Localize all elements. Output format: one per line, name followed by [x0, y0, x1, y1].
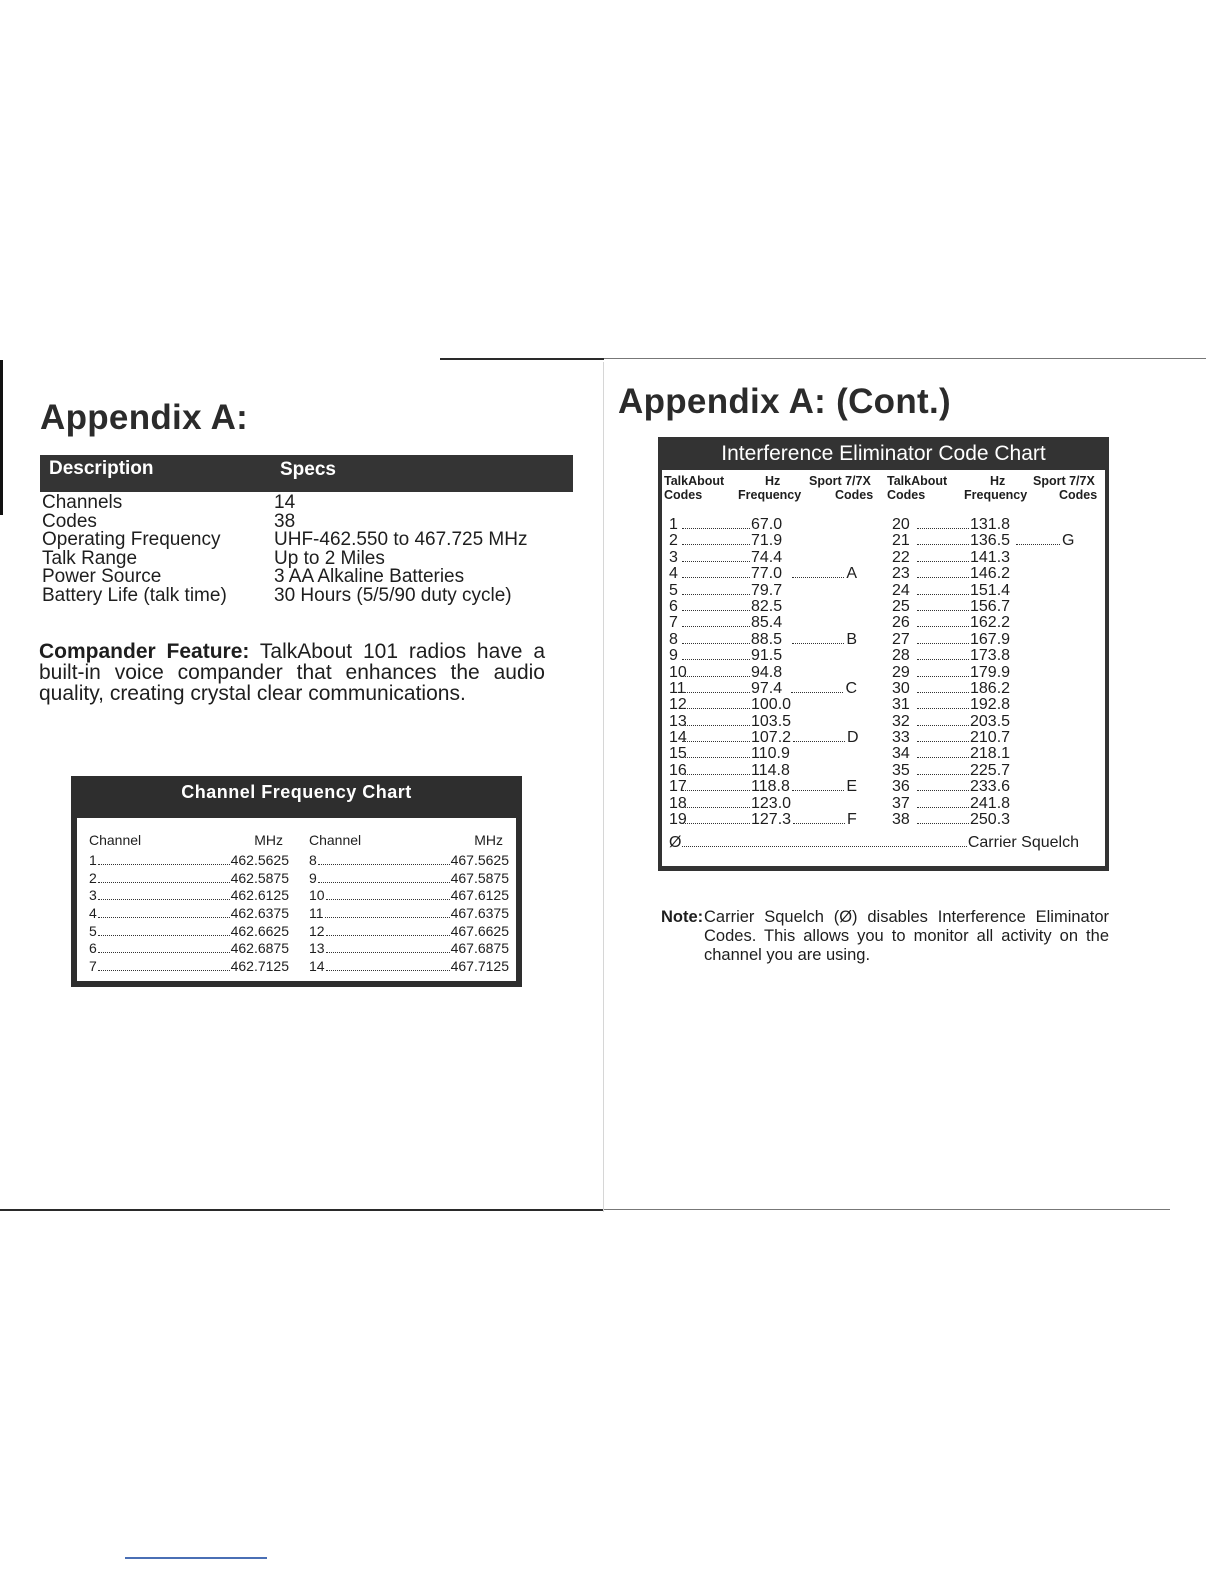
channel-mhz: 462.6625 [230, 922, 289, 939]
spec-value: 14 [274, 492, 296, 513]
dot-leader [98, 899, 230, 900]
spec-row [42, 494, 582, 513]
dot-leader [917, 577, 969, 578]
dot-leader [682, 741, 750, 742]
code-row [669, 599, 857, 615]
code-row [669, 583, 857, 599]
dot-leader [682, 725, 750, 726]
code-number: 11 [669, 679, 686, 697]
dot-leader [917, 610, 969, 611]
code-row [669, 550, 857, 566]
channel-chart-body [77, 818, 516, 981]
code-row [892, 746, 1076, 762]
code-number: 24 [892, 581, 910, 599]
page-title-right: Appendix A: (Cont.) [618, 382, 951, 421]
channel-row [89, 870, 289, 888]
channel-row [309, 852, 509, 870]
channel-row [89, 905, 289, 923]
channel-number: 10 [309, 887, 325, 904]
code-number: 38 [892, 811, 910, 829]
dot-leader [682, 659, 750, 660]
dot-leader [917, 626, 969, 627]
code-row [669, 681, 857, 697]
dot-leader [792, 790, 844, 791]
header-channel: Channel [309, 832, 362, 848]
header-hz-1: Hz [765, 474, 781, 488]
code-number: 13 [669, 712, 687, 730]
code-frequency: 203.5 [970, 712, 1011, 730]
header-talkabout-2: Codes [664, 488, 703, 502]
dot-leader [682, 757, 750, 758]
header-mhz: MHz [474, 832, 503, 848]
code-row [669, 779, 857, 795]
code-row [892, 763, 1076, 779]
channel-chart-title: Channel Frequency Chart [181, 782, 412, 802]
code-row [892, 796, 1076, 812]
compander-label: Compander Feature: [39, 640, 250, 663]
code-row [892, 648, 1076, 664]
header-sport-2: Codes [1059, 488, 1098, 502]
sport-code: C [845, 679, 857, 697]
code-frequency: 88.5 [750, 630, 782, 648]
channel-column [309, 832, 509, 976]
header-hz-2: Frequency [964, 488, 1028, 502]
dot-leader [917, 807, 969, 808]
code-frequency: 103.5 [751, 712, 792, 730]
dot-leader [917, 594, 969, 595]
code-row [669, 615, 857, 631]
code-frequency: 118.8 [751, 778, 790, 796]
squelch-symbol: Ø [669, 834, 682, 851]
code-row [669, 517, 857, 533]
code-row [669, 730, 857, 746]
channel-number: 3 [89, 887, 97, 904]
code-row [892, 517, 1076, 533]
dot-leader [917, 544, 969, 545]
page-separator [603, 362, 604, 1212]
code-number: 32 [892, 712, 910, 730]
code-row [892, 681, 1076, 697]
code-number: 30 [892, 679, 910, 697]
code-number: 7 [669, 614, 678, 632]
channel-frequency-chart [71, 776, 522, 987]
code-row [669, 632, 857, 648]
header-sport-1: Sport 7/7X [1033, 474, 1095, 488]
channel-number: 2 [89, 869, 97, 886]
code-row [892, 550, 1076, 566]
spec-value: 30 Hours (5/5/90 duty cycle) [274, 584, 512, 606]
dot-leader [917, 790, 969, 791]
code-number: 15 [669, 745, 687, 763]
dot-leader [682, 594, 750, 595]
code-frequency: 79.7 [751, 581, 783, 599]
channel-mhz: 462.7125 [230, 958, 289, 975]
dot-leader [98, 917, 230, 918]
code-frequency: 225.7 [970, 761, 1011, 779]
code-row [892, 714, 1076, 730]
code-number: 1 [669, 516, 678, 533]
code-chart-header-left [664, 474, 882, 504]
channel-number: 6 [89, 940, 97, 957]
code-number: 22 [892, 548, 910, 566]
dot-leader [682, 561, 750, 562]
code-number: 10 [669, 663, 687, 681]
dot-leader [917, 757, 969, 758]
header-sport-2: Codes [835, 488, 874, 502]
channel-number: 9 [309, 869, 317, 886]
spec-row [42, 531, 582, 550]
code-frequency: 94.8 [751, 663, 783, 681]
code-row [892, 615, 1076, 631]
code-frequency: 110.9 [751, 745, 790, 763]
channel-number: 14 [309, 958, 325, 975]
code-row [669, 566, 857, 582]
dot-leader [682, 790, 750, 791]
dot-leader [318, 864, 450, 865]
dot-leader [326, 952, 450, 953]
channel-row [89, 923, 289, 941]
dot-leader [917, 692, 969, 693]
code-frequency: 167.9 [970, 630, 1011, 648]
code-column-right [892, 517, 1076, 828]
code-frequency: 131.8 [970, 516, 1011, 533]
code-row [669, 746, 857, 762]
channel-number: 4 [89, 905, 97, 922]
header-talkabout-2: Codes [887, 488, 926, 502]
channel-row [89, 887, 289, 905]
bottom-edge-line-right [604, 1209, 1170, 1210]
dot-leader [793, 741, 845, 742]
code-number: 37 [892, 794, 910, 812]
channel-row [309, 940, 509, 958]
dot-leader [917, 659, 969, 660]
code-frequency: 67.0 [751, 516, 783, 533]
dot-leader [793, 823, 845, 824]
dot-leader [682, 774, 750, 775]
sport-code: D [847, 729, 859, 747]
header-sport-1: Sport 7/7X [809, 474, 871, 488]
note-label: Note: [661, 908, 704, 926]
code-row [669, 714, 857, 730]
dot-leader [682, 846, 966, 847]
code-column-left [669, 517, 857, 828]
code-chart-title: Interference Eliminator Code Chart [721, 442, 1046, 465]
code-number: 9 [669, 647, 678, 665]
note-text: Carrier Squelch (Ø) disables Interference Eliminator Codes. This allows you to monitor all activity on the channel you are using. [704, 908, 1109, 964]
note-paragraph [661, 908, 1109, 965]
channel-column-header [89, 832, 289, 852]
sport-code: E [846, 778, 857, 796]
dot-leader [917, 528, 969, 529]
channel-mhz: 467.5625 [450, 852, 509, 868]
channel-column-header [309, 832, 509, 852]
code-frequency: 141.3 [970, 548, 1011, 566]
sport-code: G [1062, 532, 1075, 550]
code-number: 26 [892, 614, 910, 632]
channel-number: 8 [309, 852, 317, 868]
code-row [669, 648, 857, 664]
spec-value: 3 AA Alkaline Batteries [274, 566, 465, 588]
channel-row [89, 852, 289, 870]
spec-value: Up to 2 Miles [274, 547, 385, 569]
dot-leader [326, 899, 450, 900]
dot-leader [682, 643, 750, 644]
channel-mhz: 467.5875 [450, 869, 509, 886]
dot-leader [682, 823, 750, 824]
code-number: 3 [669, 548, 678, 566]
code-chart-body [662, 470, 1105, 866]
spec-value: UHF-462.550 to 467.725 MHz [274, 529, 528, 551]
spec-description: Talk Range [42, 547, 138, 569]
code-row [892, 533, 1076, 549]
spec-row [42, 584, 582, 606]
code-row [892, 566, 1076, 582]
code-number: 35 [892, 761, 910, 779]
channel-number: 13 [309, 940, 325, 957]
top-edge-line-right [604, 358, 1206, 359]
channel-mhz: 467.6625 [450, 922, 509, 939]
channel-row [309, 905, 509, 923]
code-frequency: 250.3 [970, 811, 1011, 829]
channel-mhz: 467.6125 [450, 887, 509, 904]
dot-leader [917, 774, 969, 775]
sport-code: A [846, 565, 857, 583]
code-number: 5 [669, 581, 678, 599]
spec-header-specs: Specs [280, 459, 336, 480]
dot-leader [98, 952, 230, 953]
code-number: 29 [892, 663, 910, 681]
code-frequency: 136.5 [970, 532, 1011, 550]
compander-paragraph [39, 641, 545, 704]
code-number: 23 [892, 565, 910, 583]
spec-description: Channels [42, 492, 123, 513]
channel-mhz: 467.6875 [450, 940, 509, 957]
code-number: 12 [669, 696, 687, 714]
channel-mhz: 462.6875 [230, 940, 289, 957]
bottom-mark-line [125, 1557, 267, 1559]
left-edge-bar [0, 360, 3, 515]
code-row [669, 665, 857, 681]
header-hz-2: Frequency [738, 488, 802, 502]
code-number: 16 [669, 761, 687, 779]
spec-description: Battery Life (talk time) [42, 584, 227, 606]
channel-mhz: 467.7125 [450, 958, 509, 975]
dot-leader [682, 544, 750, 545]
header-talkabout-1: TalkAbout [664, 474, 725, 488]
channel-row [309, 887, 509, 905]
code-row [892, 632, 1076, 648]
dot-leader [792, 577, 844, 578]
code-frequency: 156.7 [970, 597, 1011, 615]
bottom-edge-line-left [0, 1209, 603, 1211]
code-number: 28 [892, 647, 910, 665]
code-number: 27 [892, 630, 910, 648]
spec-value: 38 [274, 510, 296, 532]
channel-mhz: 462.6125 [230, 887, 289, 904]
code-frequency: 186.2 [970, 679, 1011, 697]
code-row [892, 583, 1076, 599]
channel-mhz: 462.5875 [230, 869, 289, 886]
code-row [892, 665, 1076, 681]
dot-leader [682, 610, 750, 611]
code-frequency: 97.4 [751, 679, 783, 697]
dot-leader [682, 528, 750, 529]
code-frequency: 91.5 [751, 647, 783, 665]
code-number: 14 [669, 729, 687, 747]
code-frequency: 179.9 [970, 663, 1011, 681]
code-row [892, 812, 1076, 828]
squelch-label: Carrier Squelch [967, 834, 1079, 851]
dot-leader [318, 882, 450, 883]
spec-description: Power Source [42, 566, 162, 588]
code-frequency: 151.4 [970, 581, 1011, 599]
code-number: 4 [669, 565, 678, 583]
code-row [669, 697, 857, 713]
dot-leader [682, 676, 750, 677]
code-frequency: 77.0 [750, 565, 782, 583]
spec-table-body [42, 494, 582, 606]
code-frequency: 192.8 [970, 696, 1011, 714]
channel-mhz: 462.6375 [230, 905, 289, 922]
page-title-left: Appendix A: [40, 398, 249, 437]
dot-leader [326, 970, 450, 971]
channel-column [89, 832, 289, 976]
code-number: 33 [892, 729, 910, 747]
dot-leader [682, 577, 750, 578]
channel-row [309, 923, 509, 941]
dot-leader [917, 561, 969, 562]
interference-code-chart [658, 437, 1109, 871]
dot-leader [792, 643, 844, 644]
code-frequency: 241.8 [970, 794, 1011, 812]
dot-leader [1016, 544, 1060, 545]
code-number: 34 [892, 745, 910, 763]
code-number: 19 [669, 811, 687, 829]
dot-leader [917, 708, 969, 709]
dot-leader [98, 864, 230, 865]
dot-leader [917, 741, 969, 742]
dot-leader [98, 970, 230, 971]
code-frequency: 162.2 [970, 614, 1011, 632]
code-row [669, 763, 857, 779]
spec-description: Codes [42, 510, 97, 532]
code-frequency: 82.5 [751, 597, 783, 615]
code-row [892, 697, 1076, 713]
spec-description: Operating Frequency [42, 529, 221, 551]
code-row [892, 599, 1076, 615]
code-number: 21 [892, 532, 910, 550]
code-frequency: 127.3 [751, 811, 792, 829]
code-frequency: 146.2 [970, 565, 1011, 583]
spec-table-header [40, 455, 573, 492]
code-frequency: 114.8 [751, 761, 790, 779]
code-number: 17 [669, 778, 687, 796]
code-number: 6 [669, 597, 678, 615]
sport-code: B [846, 630, 857, 648]
header-hz-1: Hz [990, 474, 1006, 488]
dot-leader [917, 823, 969, 824]
code-frequency: 173.8 [970, 647, 1011, 665]
code-number: 2 [669, 532, 678, 550]
code-number: 20 [892, 516, 910, 533]
channel-mhz: 462.5625 [230, 852, 289, 868]
channel-number: 12 [309, 922, 325, 939]
code-number: 31 [892, 696, 910, 714]
channel-number: 11 [309, 905, 324, 922]
code-number: 25 [892, 597, 910, 615]
code-frequency: 218.1 [970, 745, 1011, 763]
channel-number: 5 [89, 922, 97, 939]
sport-code: F [847, 811, 857, 829]
code-number: 8 [669, 630, 678, 648]
dot-leader [682, 807, 750, 808]
header-mhz: MHz [254, 832, 283, 848]
code-number: 36 [892, 778, 910, 796]
code-frequency: 71.9 [751, 532, 783, 550]
top-edge-line-left [440, 358, 604, 360]
channel-row [89, 958, 289, 976]
code-row [892, 730, 1076, 746]
channel-row [89, 940, 289, 958]
code-row [669, 812, 857, 828]
code-frequency: 107.2 [751, 729, 792, 747]
code-number: 18 [669, 794, 687, 812]
dot-leader [325, 917, 450, 918]
dot-leader [917, 643, 969, 644]
channel-number: 1 [89, 852, 97, 868]
compander-text: TalkAbout 101 radios have a built-in voice compander that enhances the audio quality, creating crystal clear communications. [39, 640, 546, 705]
channel-number: 7 [89, 958, 97, 975]
code-row [892, 779, 1076, 795]
header-channel: Channel [89, 832, 142, 848]
dot-leader [98, 882, 230, 883]
code-frequency: 233.6 [970, 778, 1011, 796]
code-row [669, 533, 857, 549]
dot-leader [682, 626, 750, 627]
code-frequency: 210.7 [970, 729, 1011, 747]
code-chart-header-right [887, 474, 1105, 504]
dot-leader [682, 692, 750, 693]
code-frequency: 74.4 [751, 548, 783, 566]
dot-leader [682, 708, 750, 709]
dot-leader [917, 676, 969, 677]
code-frequency: 85.4 [751, 614, 783, 632]
code-frequency: 100.0 [751, 696, 792, 714]
carrier-squelch-row [669, 834, 1079, 852]
header-talkabout-1: TalkAbout [887, 474, 948, 488]
channel-mhz: 467.6375 [450, 905, 509, 922]
spec-header-description: Description [49, 458, 154, 479]
code-row [669, 796, 857, 812]
dot-leader [326, 935, 450, 936]
dot-leader [98, 935, 230, 936]
code-frequency: 123.0 [751, 794, 792, 812]
dot-leader [791, 692, 843, 693]
channel-row [309, 958, 509, 976]
channel-row [309, 870, 509, 888]
dot-leader [917, 725, 969, 726]
